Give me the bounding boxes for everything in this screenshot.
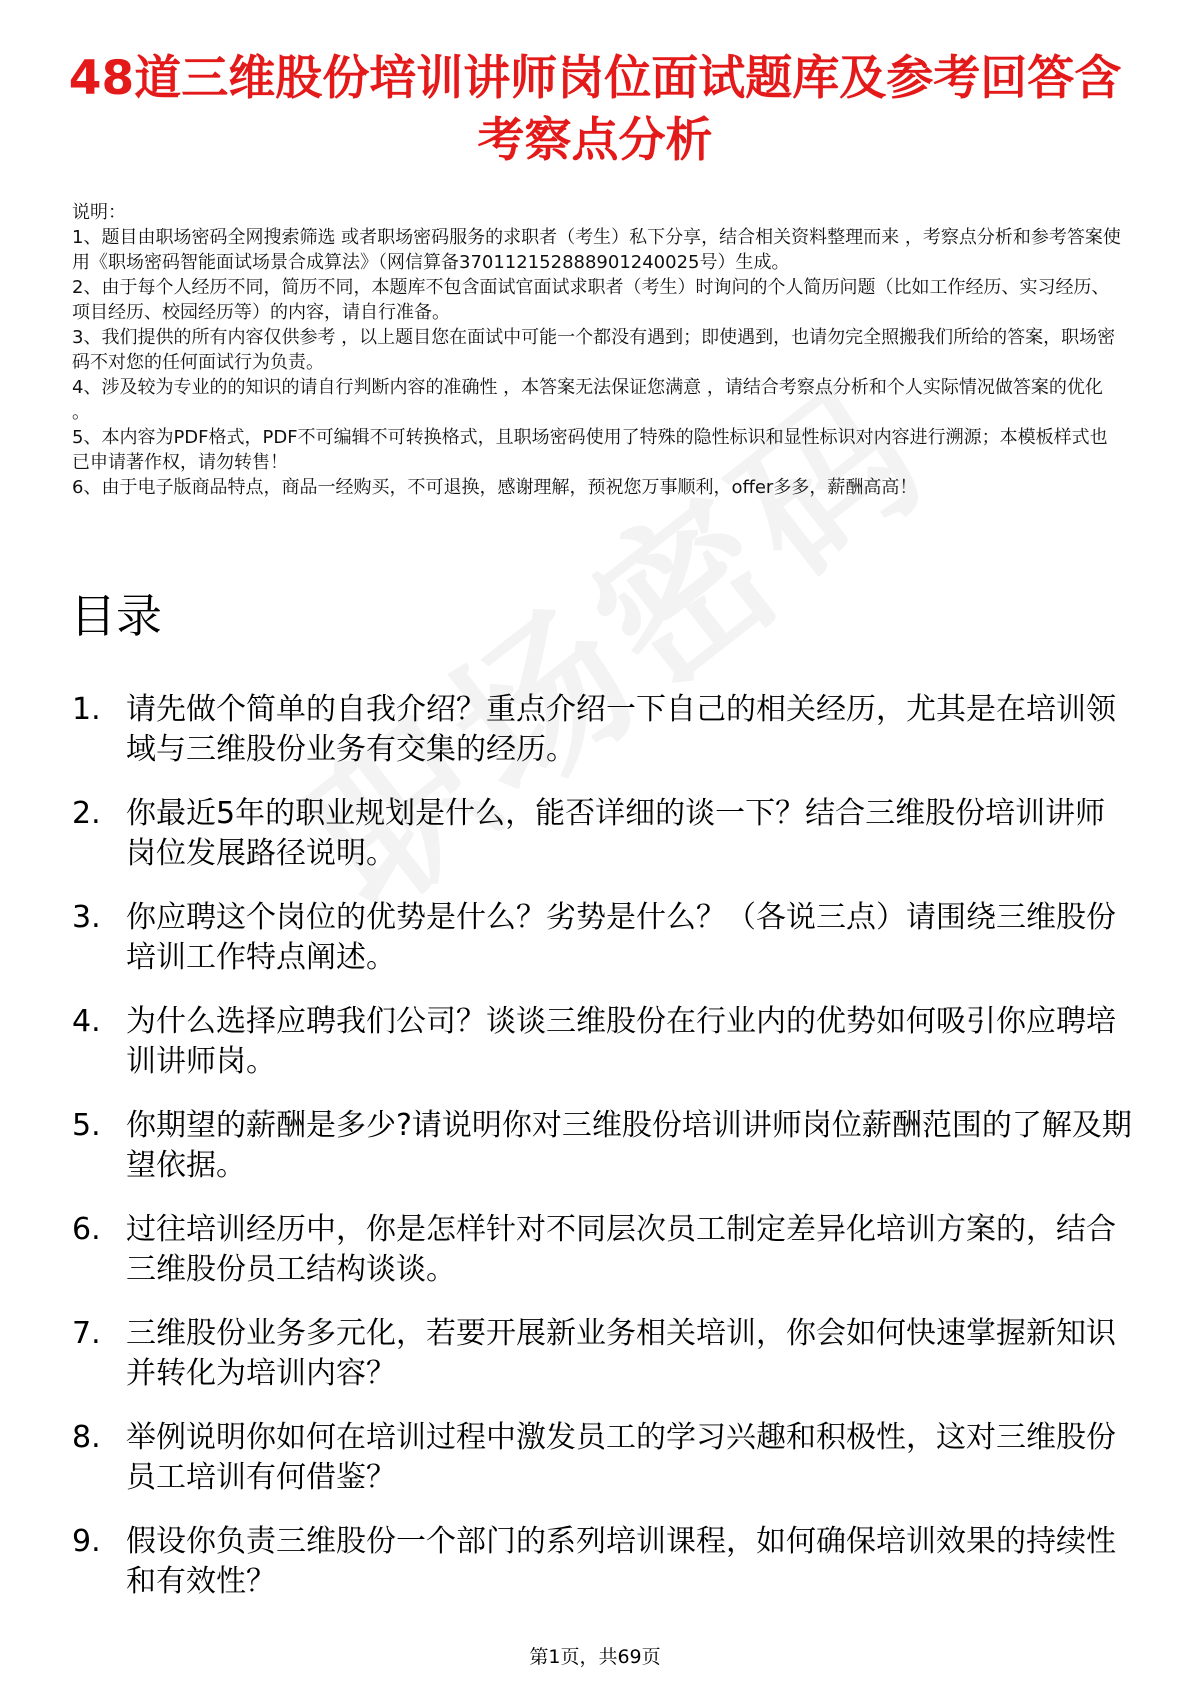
instructions-heading: 说明： [72, 202, 126, 223]
toc-item-9[interactable] [72, 1522, 1132, 1626]
toc-item-4[interactable] [72, 1002, 1132, 1106]
toc-item-text: 你应聘这个岗位的优势是什么？劣势是什么？（各说三点）请围绕三维股份培训工作特点阐述。 [126, 900, 1116, 975]
toc-list [72, 690, 1132, 1626]
toc-item-number: 6. [72, 1212, 101, 1247]
toc-item-text: 举例说明你如何在培训过程中激发员工的学习兴趣和积极性，这对三维股份员工培训有何借鉴？ [126, 1420, 1116, 1495]
instruction-item: 6、由于电子版商品特点，商品一经购买，不可退换，感谢理解，预祝您万事顺利，offer多多，薪酬高高！ [72, 477, 918, 498]
toc-item-3[interactable] [72, 898, 1132, 1002]
toc-item-7[interactable] [72, 1314, 1132, 1418]
toc-item-number: 7. [72, 1316, 101, 1351]
page-number-footer: 第1页，共69页 [529, 1646, 661, 1668]
toc-item-text: 为什么选择应聘我们公司？谈谈三维股份在行业内的优势如何吸引你应聘培训讲师岗。 [126, 1004, 1116, 1079]
instruction-item: 1、题目由职场密码全网搜索筛选 或者职场密码服务的求职者（考生）私下分享，结合相关资料整理而来 ，考察点分析和参考答案使用《职场密码智能面试场景合成算法》（网信算备370112152888901240025号）生成。 [72, 227, 1121, 273]
toc-item-number: 2. [72, 796, 101, 831]
toc-item-number: 4. [72, 1004, 101, 1039]
toc-item-text: 你最近5年的职业规划是什么，能否详细的谈一下？结合三维股份培训讲师岗位发展路径说明。 [126, 796, 1106, 871]
toc-item-number: 8. [72, 1420, 101, 1455]
toc-item-number: 9. [72, 1524, 101, 1559]
toc-item-5[interactable] [72, 1106, 1132, 1210]
toc-item-number: 5. [72, 1108, 101, 1143]
toc-item-number: 1. [72, 692, 101, 727]
toc-item-6[interactable] [72, 1210, 1132, 1314]
toc-item-text: 过往培训经历中，你是怎样针对不同层次员工制定差异化培训方案的，结合三维股份员工结构谈谈。 [126, 1212, 1116, 1287]
instruction-item: 2、由于每个人经历不同，简历不同，本题库不包含面试官面试求职者（考生）时询问的个人简历问题（比如工作经历、实习经历、项目经历、校园经历等）的内容，请自行准备。 [72, 277, 1110, 323]
instruction-item: 3、我们提供的所有内容仅供参考 ，以上题目您在面试中可能一个都没有遇到；即使遇到，也请勿完全照搬我们所给的答案，职场密码不对您的任何面试行为负责。 [72, 327, 1116, 373]
instructions-section [72, 200, 1122, 500]
document-title: 48道三维股份培训讲师岗位面试题库及参考回答含考察点分析 [68, 51, 1122, 168]
toc-item-text: 请先做个简单的自我介绍？重点介绍一下自己的相关经历，尤其是在培训领域与三维股份业务有交集的经历。 [126, 692, 1116, 767]
toc-item-text: 三维股份业务多元化，若要开展新业务相关培训，你会如何快速掌握新知识并转化为培训内容？ [126, 1316, 1116, 1391]
toc-item-text: 假设你负责三维股份一个部门的系列培训课程，如何确保培训效果的持续性和有效性？ [126, 1524, 1116, 1599]
toc-item-text: 你期望的薪酬是多少?请说明你对三维股份培训讲师岗位薪酬范围的了解及期望依据。 [126, 1108, 1132, 1183]
toc-item-1[interactable] [72, 690, 1132, 794]
toc-item-number: 3. [72, 900, 101, 935]
instruction-item: 5、本内容为PDF格式，PDF不可编辑不可转换格式，且职场密码使用了特殊的隐性标识和显性标识对内容进行溯源；本模板样式也已申请著作权，请勿转售！ [72, 427, 1108, 473]
instruction-item: 4、涉及较为专业的的知识的请自行判断内容的准确性 ，本答案无法保证您满意 ，请结合考察点分析和个人实际情况做答案的优化 。 [72, 377, 1103, 423]
toc-heading: 目录 [70, 589, 162, 643]
toc-item-8[interactable] [72, 1418, 1132, 1522]
toc-item-2[interactable] [72, 794, 1132, 898]
